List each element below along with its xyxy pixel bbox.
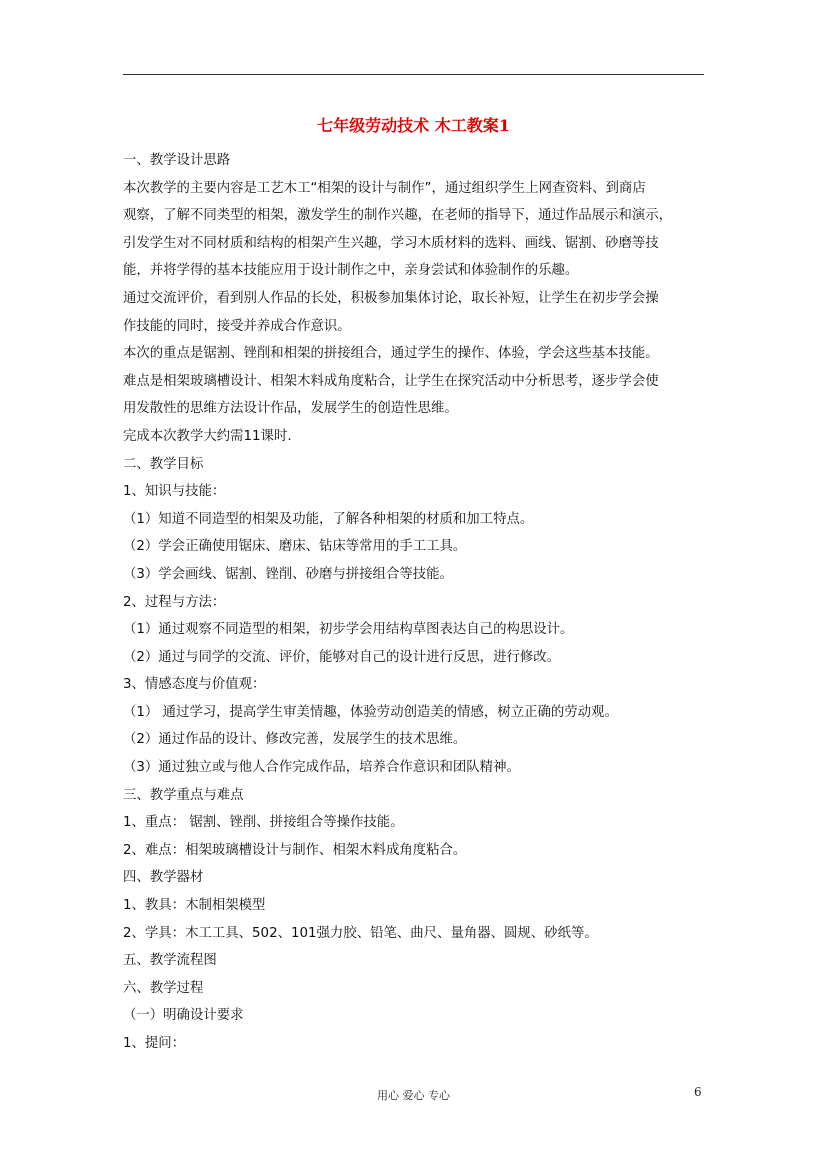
- text-line: 四、教学器材: [123, 870, 204, 886]
- text-line: （一）明确设计要求: [123, 1008, 244, 1024]
- text-line: 五、教学流程图: [123, 953, 217, 969]
- text-line: （3）学会画线、锯割、锉削、砂磨与拼接组合等技能。: [123, 566, 453, 582]
- text-line: 1、提问：: [123, 1036, 186, 1051]
- text-line: 1、教具：木制相架模型: [123, 898, 266, 914]
- footer-motto: 用心 爱心 专心: [377, 1089, 450, 1102]
- text-line: 难点是相架玻璃槽设计、相架木料成角度粘合，让学生在探究活动中分析思考，逐步学会使: [123, 373, 659, 389]
- body-text: [123, 147, 708, 1058]
- text-line: 一、教学设计思路: [123, 153, 231, 168]
- text-line: （1）通过观察不同造型的相架，初步学会用结构草图表达自己的构思设计。: [123, 622, 574, 638]
- text-line: 能，并将学得的基本技能应用于设计制作之中，亲身尝试和体验制作的乐趣。: [123, 263, 579, 279]
- text-line: 本次的重点是锯割、锉削和相架的拼接组合，通过学生的操作、体验，学会这些基本技能。: [123, 346, 659, 362]
- text-line: 六、教学过程: [123, 980, 204, 996]
- text-line: 引发学生对不同材质和结构的相架产生兴趣，学习木质材料的选料、画线、锯割、砂磨等技: [123, 235, 659, 251]
- text-line: 二、教学目标: [123, 456, 204, 472]
- text-line: 1、知识与技能：: [123, 484, 226, 500]
- text-line: 通过交流评价，看到别人作品的长处，积极参加集体讨论，取长补短，让学生在初步学会操: [123, 290, 659, 306]
- text-line: （1）知道不同造型的相架及功能，了解各种相架的材质和加工特点。: [123, 511, 534, 527]
- text-line: 2、过程与方法：: [123, 594, 226, 610]
- text-line: （2）通过作品的设计、修改完善，发展学生的技术思维。: [123, 732, 467, 748]
- text-line: （2）学会正确使用锯床、磨床、钻床等常用的手工工具。: [123, 539, 467, 555]
- text-line: （1） 通过学习，提高学生审美情趣，体验劳动创造美的情感，树立正确的劳动观。: [123, 704, 618, 720]
- text-line: 观察，了解不同类型的相架，激发学生的制作兴趣，在老师的指导下，通过作品展示和演示，: [123, 208, 673, 224]
- text-line: （2）通过与同学的交流、评价，能够对自己的设计进行反思，进行修改。: [123, 649, 561, 665]
- text-line: 2、难点：相架玻璃槽设计与制作、相架木料成角度粘合。: [123, 842, 467, 858]
- header-rule: [123, 74, 704, 75]
- text-line: 3、情感态度与价值观：: [123, 677, 266, 693]
- text-line: 1、重点： 锯割、锉削、拼接组合等操作技能。: [123, 815, 404, 831]
- text-line: 用发散性的思维方法设计作品，发展学生的创造性思维。: [123, 401, 458, 417]
- page-number: 6: [694, 1085, 702, 1099]
- text-line: 三、教学重点与难点: [123, 787, 244, 803]
- text-line: 2、学具：木工工具、502、101强力胶、铅笔、曲尺、量角器、圆规、砂纸等。: [123, 925, 598, 941]
- text-line: 本次教学的主要内容是工艺木工“相架的设计与制作”，通过组织学生上网查资料、到商店: [123, 180, 646, 196]
- document-title: 七年级劳动技术 木工教案1: [317, 116, 510, 135]
- text-line: 完成本次教学大约需11课时.: [123, 428, 292, 444]
- text-line: （3）通过独立或与他人合作完成作品，培养合作意识和团队精神。: [123, 760, 520, 776]
- text-line: 作技能的同时，接受并养成合作意识。: [123, 318, 351, 334]
